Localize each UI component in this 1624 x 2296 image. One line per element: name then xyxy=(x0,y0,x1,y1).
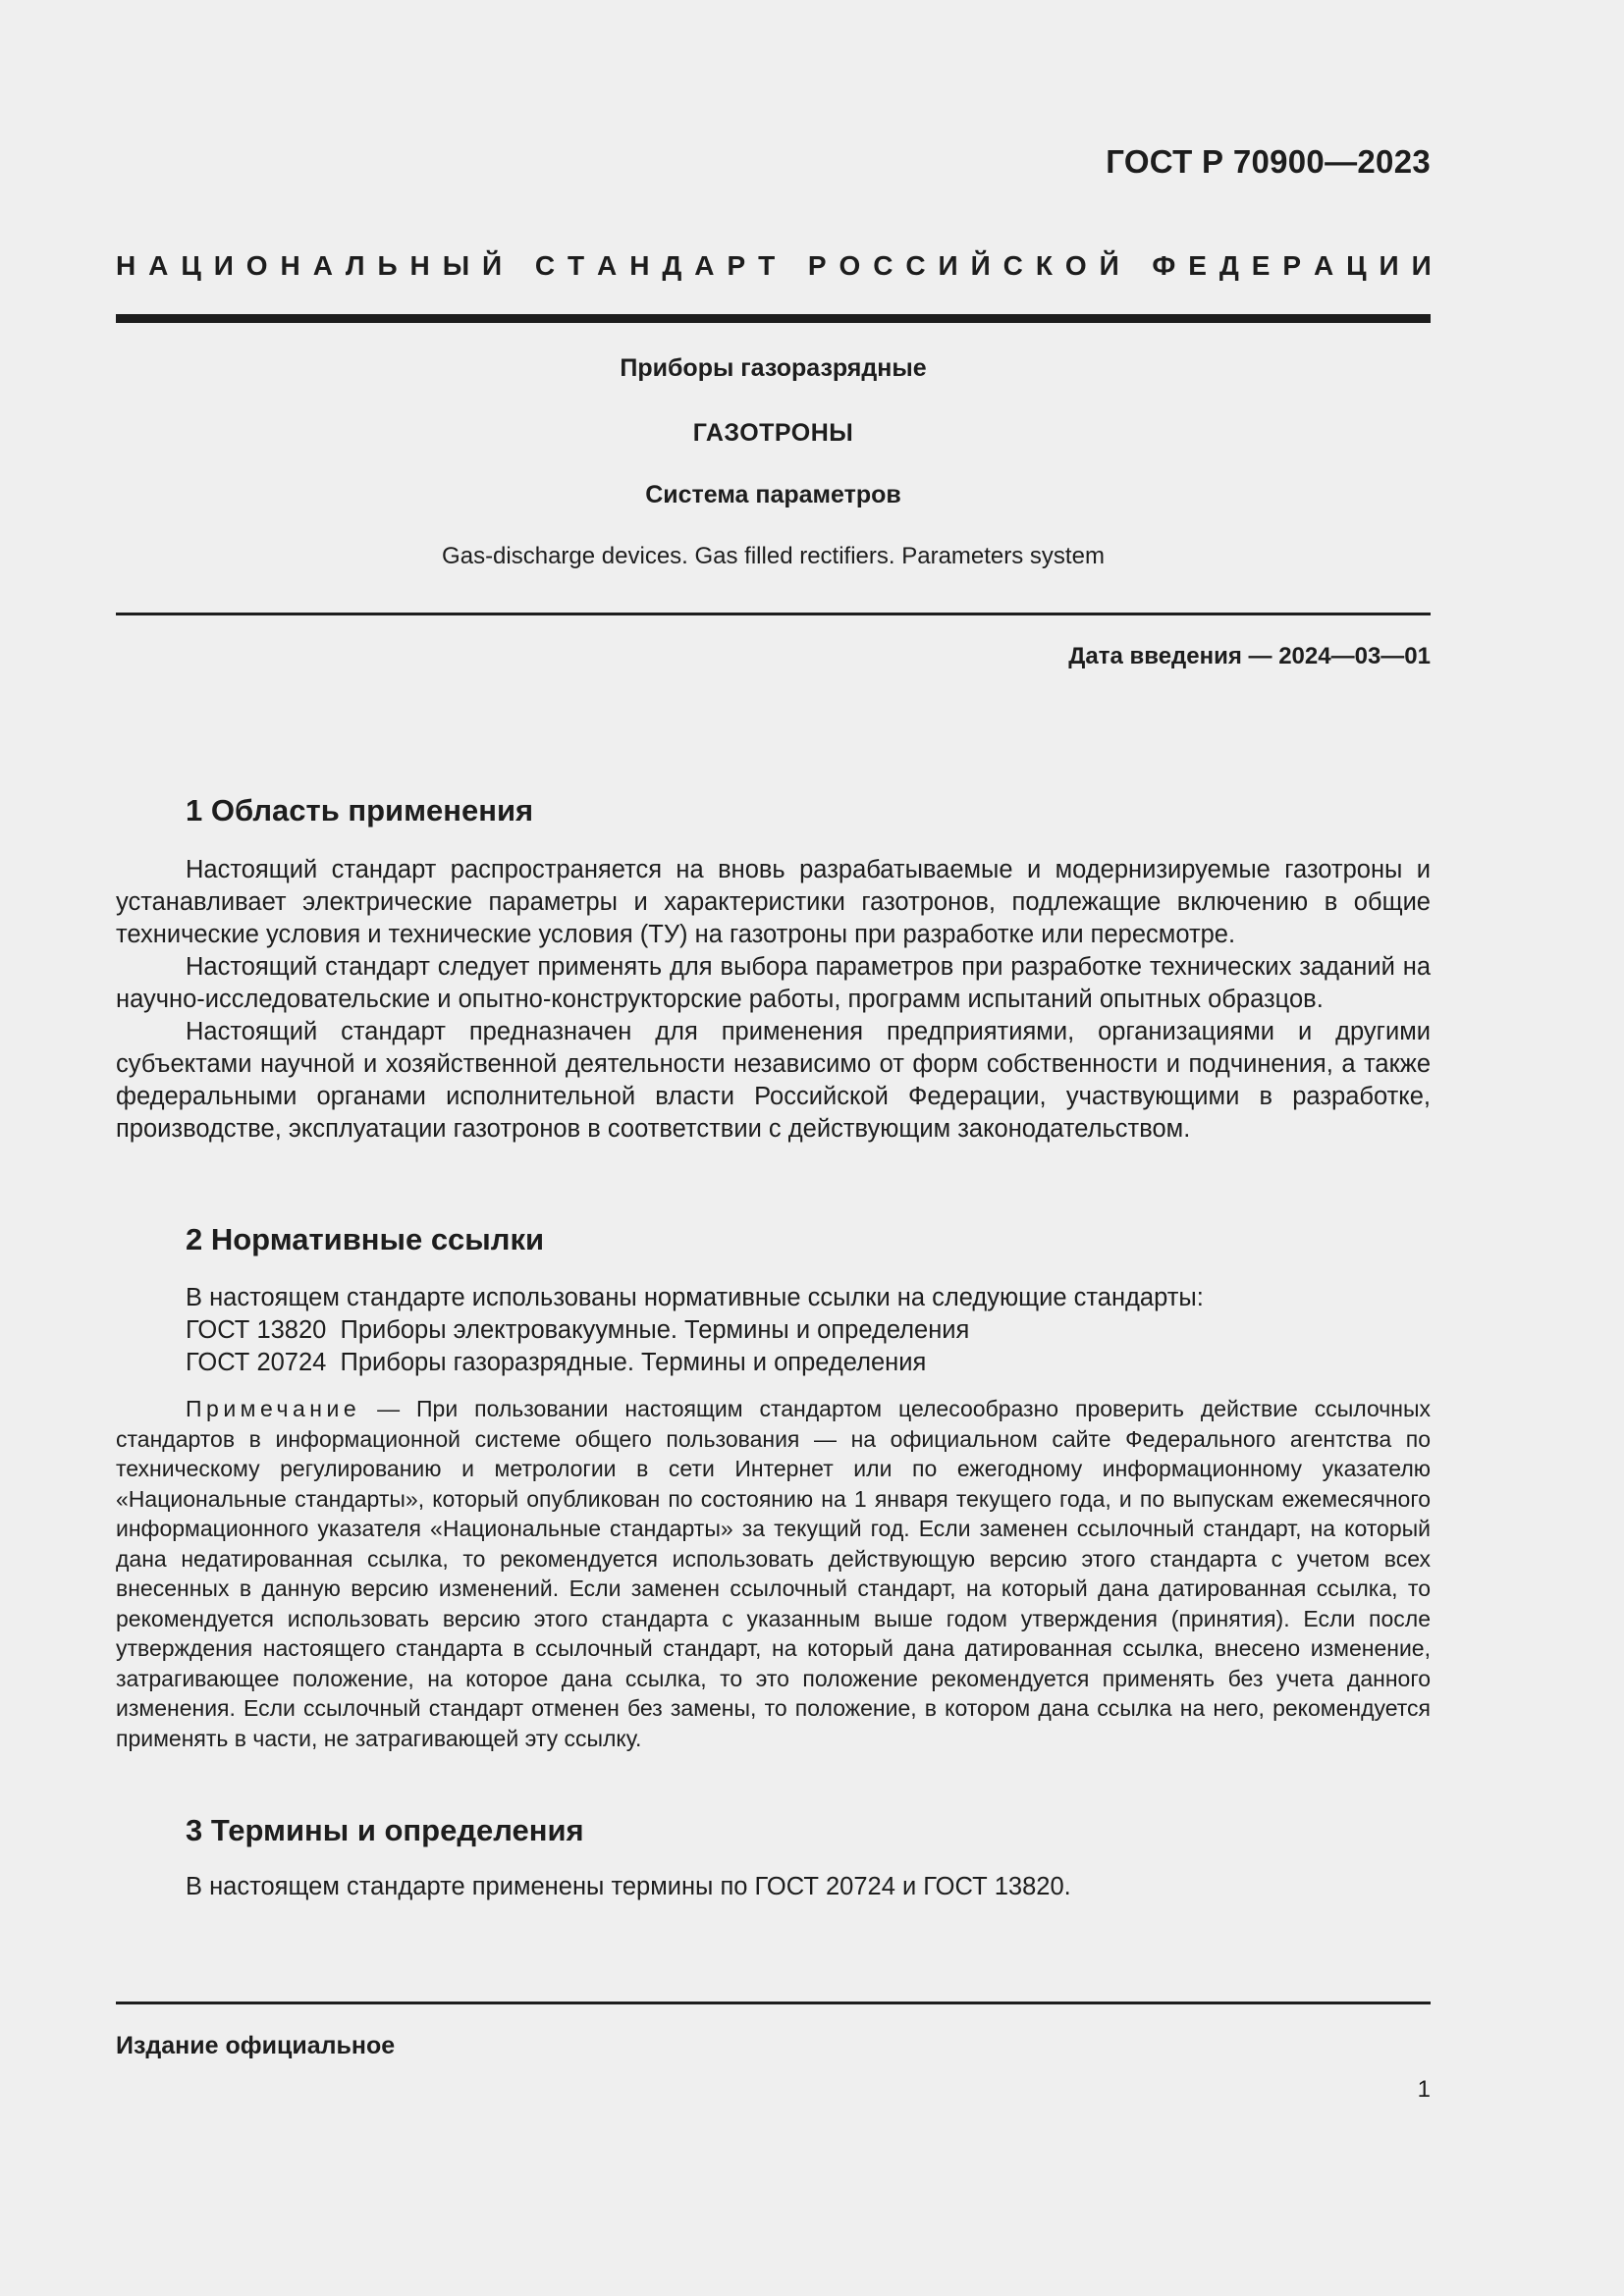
banner-letter: Р xyxy=(807,250,827,281)
banner-letter: Д xyxy=(662,250,682,281)
title-english: Gas-discharge devices. Gas filled rectifiers. Parameters system xyxy=(442,543,1105,569)
banner-letter: Н xyxy=(280,250,300,281)
banner-letter: С xyxy=(534,250,556,281)
banner-letter: И xyxy=(213,250,234,281)
banner-letter: А xyxy=(1313,250,1334,281)
banner-letter: С xyxy=(905,250,926,281)
references-note xyxy=(116,1394,1431,1753)
banner-letter: С xyxy=(873,250,893,281)
banner-letter: К xyxy=(1035,250,1053,281)
banner-letter: Т xyxy=(758,250,776,281)
banner-letter: Й xyxy=(970,250,991,281)
banner-letter: Р xyxy=(727,250,746,281)
banner-letter: Т xyxy=(568,250,585,281)
banner-letter: А xyxy=(148,250,169,281)
banner-letter: О xyxy=(839,250,861,281)
banner-letter: Л xyxy=(345,250,365,281)
gost-code: ГОСТ Р 70900—2023 xyxy=(1106,143,1431,180)
title-line-1: Приборы газоразрядные xyxy=(620,354,927,382)
banner-letter: Е xyxy=(1251,250,1271,281)
banner-letter: С xyxy=(1002,250,1023,281)
banner-letter: И xyxy=(1379,250,1399,281)
note-text: — При пользовании настоящим стандартом целесообразно проверить действие ссылочных стандартов в информационной системе общего пользования — на официальном сайте Федерального агентства по техническому регулированию и метрологии в сети Интернет или по ежегодному информационному указателю «Национальные стандарты», который опубликован по состоянию на 1 января текущего года, и по выпускам ежемесячного информационного указателя «Национальные стандарты» за текущий год. Если заменен ссылочный стандарт, на который дана недатированная ссылка, то рекомендуется использовать действующую версию этого стандарта с учетом всех внесенных в данную версию изменений. Если заменен ссылочный стандарт, на который дана датированная ссылка, то рекомендуется использовать версию этого стандарта с указанным выше годом утверждения (принятия). Если после утверждения настоящего стандарта в ссылочный стандарт, на который дана датированная ссылка, внесено изменение, затрагивающее положение, на которое дана ссылка, то это положение рекомендуется применять без учета данного изменения. Если ссылочный стандарт отменен без замены, то положение, в котором дана ссылка на него, рекомендуется применять в части, не затрагивающей эту ссылку. xyxy=(116,1396,1431,1751)
banner-letter: О xyxy=(245,250,268,281)
banner-letter: Й xyxy=(1099,250,1119,281)
reference-item: ГОСТ 13820 Приборы электровакуумные. Термины и определения xyxy=(186,1316,970,1344)
banner-letter xyxy=(514,250,522,282)
banner-letter xyxy=(787,250,795,282)
banner-letter: И xyxy=(938,250,958,281)
banner-letter: А xyxy=(694,250,715,281)
national-standard-banner xyxy=(116,250,1432,282)
title-rule xyxy=(116,613,1431,615)
banner-letter: А xyxy=(312,250,333,281)
banner-letter: Н xyxy=(629,250,650,281)
banner-letter: А xyxy=(597,250,618,281)
edition-official: Издание официальное xyxy=(116,2032,396,2059)
banner-letter: Е xyxy=(1188,250,1207,281)
banner-letter: Ы xyxy=(442,250,470,281)
section-1-paragraph: Настоящий стандарт распространяется на вновь разрабатываемые и модернизируемые газотроны и устанавливает электрические параметры и характеристики газотронов, подлежащие включению в общие технические условия и технические условия (ТУ) на газотроны при разработке или пересмотре. xyxy=(116,856,1431,948)
banner-letter: Р xyxy=(1282,250,1302,281)
section-1-body xyxy=(0,854,1431,1146)
banner-letter: Й xyxy=(482,250,503,281)
footer-rule xyxy=(116,2002,1431,2004)
title-line-3: Система параметров xyxy=(645,481,901,508)
section-1-heading: 1 Область применения xyxy=(186,793,534,828)
banner-letter: Н xyxy=(116,250,136,281)
banner-letter: И xyxy=(1411,250,1432,281)
title-line-2: ГАЗОТРОНЫ xyxy=(692,419,854,447)
banner-letter xyxy=(1132,250,1140,282)
references-intro: В настоящем стандарте использованы нормативные ссылки на следующие стандарты: xyxy=(186,1284,1204,1311)
section-1-paragraph: Настоящий стандарт следует применять для выбора параметров при разработке технических заданий на научно-исследовательские и опытно-конструкторские работы, программ испытаний опытных образцов. xyxy=(116,953,1431,1013)
banner-letter: Д xyxy=(1218,250,1239,281)
date-of-introduction: Дата введения — 2024—03—01 xyxy=(1068,643,1431,669)
section-2-heading: 2 Нормативные ссылки xyxy=(186,1222,545,1256)
section-3-heading: 3 Термины и определения xyxy=(186,1813,584,1847)
section-3-text: В настоящем стандарте применены термины по ГОСТ 20724 и ГОСТ 13820. xyxy=(186,1873,1071,1900)
banner-letter: Н xyxy=(409,250,430,281)
banner-letter: Ц xyxy=(181,250,201,281)
page-number: 1 xyxy=(1417,2076,1431,2103)
note-label: Примечание xyxy=(186,1396,361,1421)
banner-letter: Ф xyxy=(1152,250,1176,281)
header-rule-thick xyxy=(116,314,1431,323)
banner-letter: О xyxy=(1064,250,1087,281)
banner-letter: Ц xyxy=(1346,250,1367,281)
reference-item: ГОСТ 20724 Приборы газоразрядные. Термины и определения xyxy=(186,1349,927,1376)
banner-letter: Ь xyxy=(377,250,398,281)
section-1-paragraph: Настоящий стандарт предназначен для применения предприятиями, организациями и другими субъектами научной и хозяйственной деятельности независимо от форм собственности и подчинения, а также федеральными органами исполнительной власти Российской Федерации, участвующими в разработке, производстве, эксплуатации газотронов в соответствии с действующим законодательством. xyxy=(116,1018,1431,1143)
